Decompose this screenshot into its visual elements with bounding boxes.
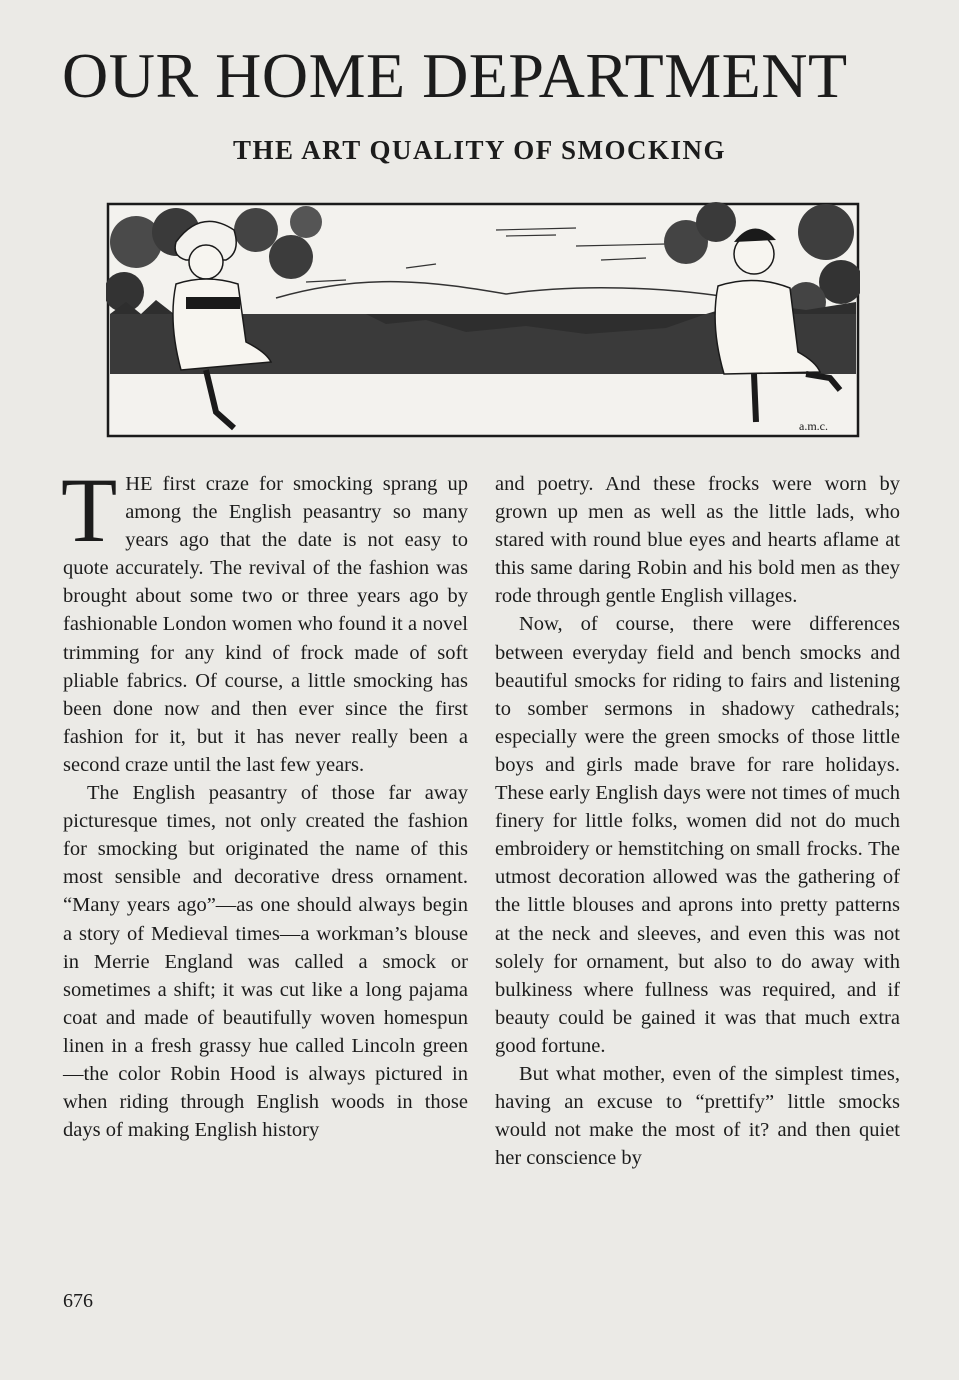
paragraph-3: Now, of course, there were differences between everyday field and bench smocks and beautiful smocks for riding to fairs and listening to somber sermons in shadowy cathedrals; especially were the green smocks of those little boys and girls made brave for rare holidays. These early English days were not times of much finery for little folks, women did not do much embroidery or hemstitching on small frocks. The utmost decoration allowed was the gathering of the little blouses and aprons into pretty patterns at the neck and sleeves, and even this was not solely for ornament, but also to do away with bulkiness where fullness was required, and if beauty could be gained it was that much extra good fortune. [495, 613, 900, 1057]
article-title: THE ART QUALITY OF SMOCKING [232, 135, 727, 165]
illustration-drawing [106, 202, 860, 440]
paragraph-2: The English peasantry of those far away picturesque times, not only created the fashion for smocking but originated the name of this most sensible and decorative dress ornament. “Many years ago”—as one should always begin a story of Medieval times—a workman’s blouse in Merrie England was called a smock or sometimes a shift; it was cut like a long pajama coat and made of beautifully woven homespun linen in a fresh grassy hue called Lincoln green—the color Robin Hood is always pictured in when riding through English woods in those days of making English history [63, 782, 468, 1142]
paragraph-2-continued: and poetry. And these frocks were worn by grown up men as well as the little lads, who stared with round blue eyes and hearts aflame at this same daring Robin and his bold men as they rode through gentle English villages. [495, 473, 900, 608]
drop-cap: T [61, 459, 118, 561]
paragraph-4: But what mother, even of the simplest times, having an excuse to “prettify” little smocks would not make the most of it? and then quiet her conscience by [495, 1062, 900, 1170]
department-title: OUR HOME DEPARTMENT [62, 40, 848, 111]
header-illustration [106, 202, 860, 440]
artist-signature: a.m.c. [799, 419, 828, 433]
left-column [61, 459, 468, 1144]
page-number: 676 [63, 1290, 93, 1312]
paragraph-1 [61, 459, 468, 779]
paragraph-1-text: HE first craze for smocking sprang up among the English peasantry so many years ago that the date is not easy to quote accurately. The revival of the fashion was brought about some two or three years ago by fashionable London women who found it a novel trimming for any kind of frock made of soft pliable fabrics. Of course, a little smocking has been done now and then ever since the first fashion for it, but it has never really been a second craze until the last few years. [63, 473, 468, 776]
right-column [495, 470, 900, 1172]
